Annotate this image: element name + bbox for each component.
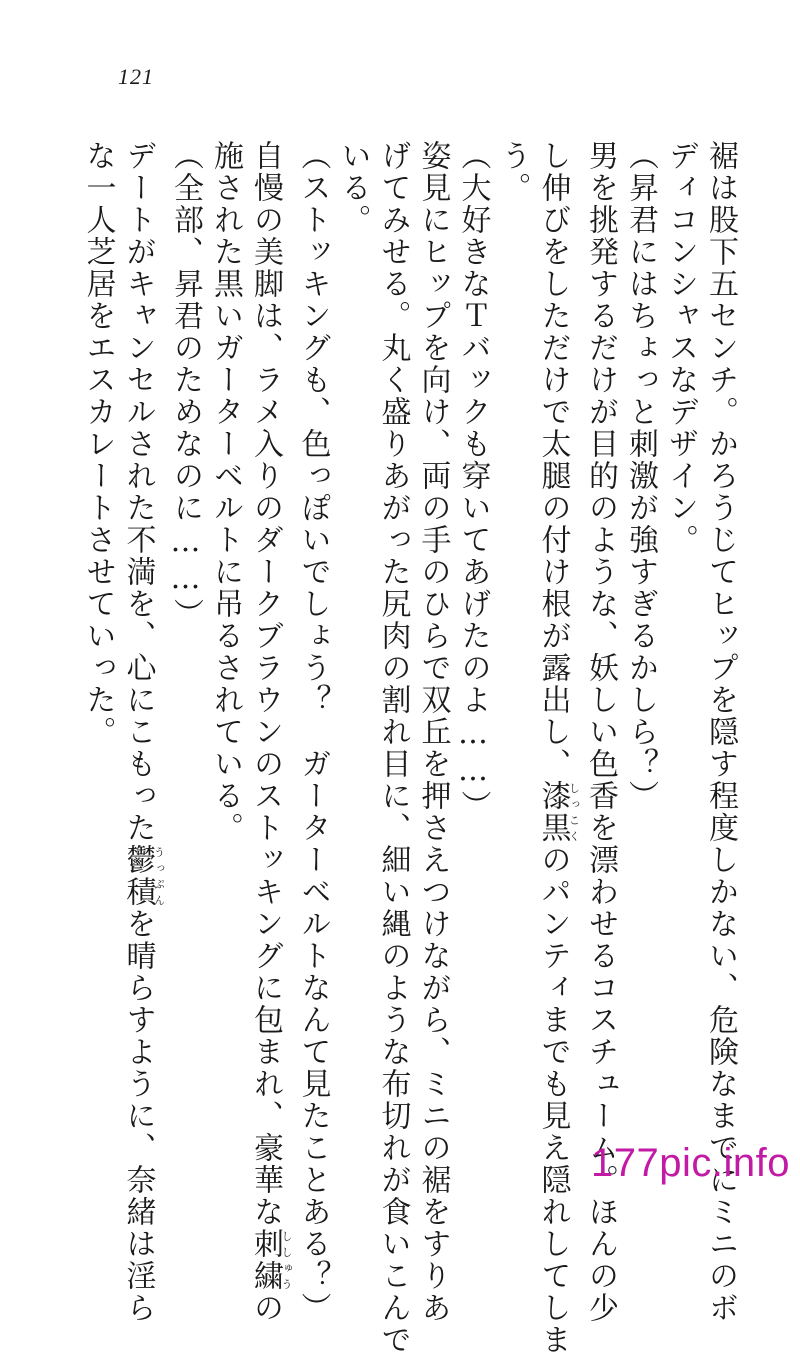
watermark-logo: 177pic.info [591,1141,790,1185]
ruby-base: 刺繍 [248,1228,283,1292]
text-line: な一人芝居をエスカレートさせていった。 [80,140,116,748]
ruby-word [120,844,166,908]
text-line: う。 [495,140,531,204]
text-line [118,140,166,1324]
text-line: （全部、昇君のためなのに……） [168,140,203,630]
ruby-reading: うっぷん [152,844,166,908]
page-number: 121 [118,64,154,89]
text-segment: を晴らすように、奈緒は淫ら [120,908,156,1324]
text-line: （ストッキングも、色っぽいでしょう？ ガーターベルトなんて見たことある？） [295,140,331,1324]
text-segment: 自慢の美脚は、ラメ入りのダークブラウンのストッキングに包まれ、豪華な [248,140,283,1228]
text-line: 姿見にヒップを向け、両の手のひらで双丘を押さえつけながら、ミニの裾をすりあ [415,140,451,1324]
ruby-reading: しっこく [567,780,581,844]
ruby-reading: ししゅう [280,1228,293,1292]
text-line: （昇君にはちょっと刺激が強すぎるかしら？） [623,140,658,812]
text-line [245,140,293,1324]
text-segment: のパンティまでも見え隠れしてしま [535,844,571,1356]
text-segment: し伸びをしただけで太腿の付け根が露出し、 [535,140,571,780]
ruby-word [248,1228,293,1292]
text-line: 男を挑発するだけが目的のような、妖しい色香を漂わせるコスチューム。ほんの少 [583,140,618,1324]
text-line: （大好きなＴバックも穿いてあげたのよ……） [455,140,491,822]
text-line: 裾は股下五センチ。かろうじてヒップを隠す程度しかない、危険なまでにミニのボ [703,140,738,1324]
text-segment: デートがキャンセルされた不満を、心にこもった [120,140,156,844]
text-line: げてみせる。丸く盛りあがった尻肉の割れ目に、細い縄のような布切れが食いこんで [375,140,411,1356]
text-line: ディコンシャスなデザイン。 [663,140,698,556]
ruby-base: 漆黒 [535,780,571,844]
ruby-word [535,780,581,844]
ruby-base: 鬱積 [120,844,156,908]
text-line: 施された黒いガーターベルトに吊るされている。 [208,140,243,844]
text-segment: の [248,1292,283,1324]
text-line [533,140,581,1356]
text-line: いる。 [335,140,371,236]
